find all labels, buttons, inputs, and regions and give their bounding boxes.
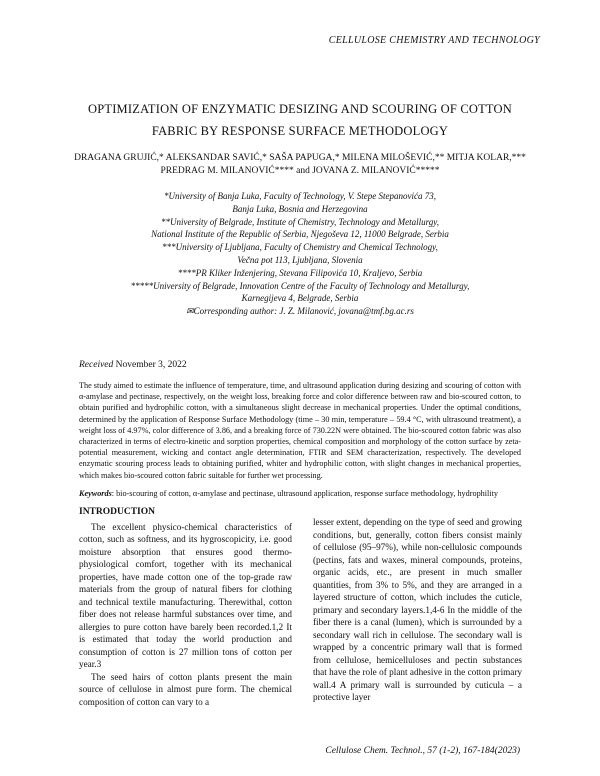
title-line-2: FABRIC BY RESPONSE SURFACE METHODOLOGY [151, 124, 449, 138]
received-date: November 3, 2022 [115, 360, 187, 370]
affiliation-line: Večna pot 113, Ljubljana, Slovenia [237, 254, 363, 265]
corresponding-author: ✉Corresponding author: J. Z. Milanović, jovana@tmf.bg.ac.rs [186, 306, 414, 317]
title-line-1: OPTIMIZATION OF ENZYMATIC DESIZING AND SCOURING OF COTTON [87, 102, 513, 116]
affiliation-line: National Institute of the Republic of Serbia, Njegoševa 12, 11000 Belgrade, Serbia [151, 229, 449, 240]
section-heading: INTRODUCTION [79, 507, 156, 517]
affiliation-line: *****University of Belgrade, Innovation Centre of the Faculty of Technology and Metallurgy, [130, 280, 470, 291]
authors: DRAGANA GRUJIĆ,* ALEKSANDAR SAVIĆ,* SAŠA PAPUGA,* MILENA MILOŠEVIĆ,** MITJA KOLAR,*** PREDRAG M. MILANOVIĆ**** and JOVANA Z. MILANOVIĆ***** [74, 153, 526, 176]
affiliations [70, 190, 530, 318]
intro-paragraph-2: The seed hairs of cotton plants present the main source of cellulose in almost pure form. The chemical composition of cotton can vary to a [79, 671, 292, 707]
received-label: Received [79, 360, 114, 370]
page-footer: Cellulose Chem. Technol., 57 (1-2), 167-184(2023) [325, 746, 520, 756]
abstract: The study aimed to estimate the influence of temperature, time, and ultrasound application during desizing and scouring of cotton with α-amylase and pectinase, respectively, on the weight loss, breaking force and color difference between raw and bio-scoured cotton, to obtain purified and hydrophilic cotton, with a simultaneous slight decrease in mechanical properties. Under the optimal conditions, determined by the application of Response Surface Methodology (time – 30 min, temperature – 59.4 °C, with ultrasound treatment), a weight loss of 4.97%, color difference of 3.86, and a breaking force of 730.22N were obtained. The bio-scoured cotton fabric was also characterized in terms of electro-kinetic and sorption properties, chemical composition and morphology of the cotton surface by zeta-potential measurement, wicking and contact angle determination, FTIR and SEM characterization, respectively. The developed enzymatic scouring process leads to obtaining purified, whiter and hydrophilic cotton, with slight changes in mechanical properties, which makes bio-scoured cotton fabric suitable for further wet processing. [79, 381, 521, 480]
affiliation-line: *University of Banja Luka, Faculty of Technology, V. Stepe Stepanovića 73, [164, 191, 436, 201]
paper-title [70, 98, 530, 142]
affiliation-line: ***University of Ljubljana, Faculty of Chemistry and Chemical Technology, [162, 242, 438, 253]
affiliation-line: **University of Belgrade, Institute of Chemistry, Technology and Metallurgy, [160, 216, 440, 227]
keywords-label: Keywords [79, 489, 112, 498]
keywords-text: : bio-scouring of cotton, α-amylase and pectinase, ultrasound application, response surface methodology, hydrophility [111, 489, 498, 498]
received-line [79, 360, 187, 370]
affiliation-line: ****PR Kliker Inženjering, Stevana Filipovića 10, Kraljevo, Serbia [177, 267, 423, 278]
right-column-paragraph: lesser extent, depending on the type of seed and growing conditions, but, generally, cotton fibers consist mainly of cellulose (95–97%), while non-cellulosic compounds (pectins, fats and waxes, mineral compounds, proteins, organic acids, etc., are present in much smaller quantities, from 3% to 5%, and they are arranged in a layered structure of cotton, which includes the cuticle, primary and secondary layers.1,4-6 In the middle of the fiber there is a canal (lumen), which is surrounded by a secondary wall rich in cellulose. The secondary wall is wrapped by a concentric primary wall that is formed from cellulose, hemicelluloses and pectin substances that have the role of plant adhesive in the cotton primary wall.4 A primary wall is surrounded by cuticula – a protective layer [313, 517, 522, 702]
left-column [79, 506, 292, 708]
right-column [313, 516, 522, 704]
affiliation-line: Karnegijeva 4, Belgrade, Serbia [241, 293, 359, 304]
intro-paragraph-1: The excellent physico-chemical characteristics of cotton, such as softness, and its hygroscopicity, i.e. good moisture absorption that ensures good thermo-physiological comfort, together with its mechanical properties, have made cotton one of the top-grade raw materials from the group of natural fibers for clothing and technical textile manufacturing. Therewithal, cotton fiber does not release harmful substances over time, and allergies to pure cotton have barely been recorded.1,2 It is estimated that today the world production and consumption of cotton is 27 million tons of cotton per year.3 [79, 521, 292, 669]
keywords [79, 488, 521, 499]
affiliation-line: Banja Luka, Bosnia and Herzegovina [232, 203, 368, 214]
journal-header: CELLULOSE CHEMISTRY AND TECHNOLOGY [328, 35, 540, 46]
